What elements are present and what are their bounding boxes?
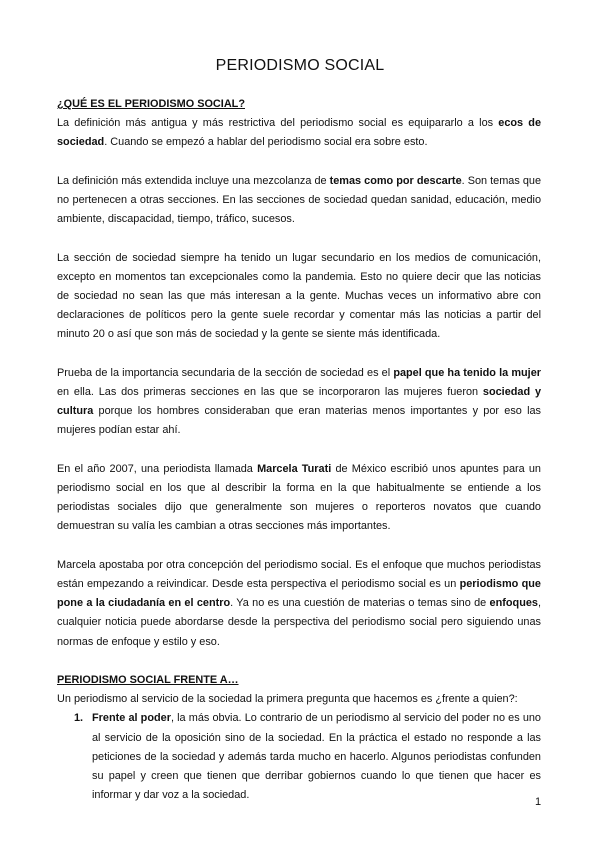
- paragraph-marcela-turati: En el año 2007, una periodista llamada Marcela Turati de México escribió unos apuntes para un periodismo social en los que al describir la forma en la que habitualmente se entiende a los periodistas sociales dijo que generalmente son mujeres o reporteros novatos que cuando demuestran su valía les cambian a otras secciones más importantes.: [57, 462, 541, 533]
- list-item: 1. Frente al poder, la más obvia. Lo contrario de un periodismo al servicio del poder no es uno al servicio de la oposición sino de la sociedad. En la práctica el estado no responde a las peticiones de la sociedad y además tarda mucho en hacerlo. Algunos periodistas confunden su papel y creen que tienen que derribar gobiernos cuando lo que tienen que hacer es informar y dar voz a la sociedad.: [57, 709, 541, 805]
- section-heading-frente-a: PERIODISMO SOCIAL FRENTE A…: [57, 674, 239, 686]
- numbered-list: [57, 709, 541, 805]
- document-body: [57, 95, 541, 805]
- document-title: PERIODISMO SOCIAL: [215, 57, 385, 74]
- paragraph-concepcion-periodismo-social: Marcela apostaba por otra concepción del periodismo social. Es el enfoque que muchos periodistas están empezando a reivindicar. Desde esta perspectiva el periodismo social es un periodismo que pone a la ciudadanía en el centro. Ya no es una cuestión de materias o temas sino de enfoques, cualquier noticia puede abordarse desde la perspectiva del periodismo social pero siguiendo unas normas de enfoque y estilo y eso.: [57, 558, 541, 648]
- paragraph-temas-por-descarte: La definición más extendida incluye una mezcolanza de temas como por descarte. Son temas que no pertenecen a otras secciones. En las secciones de sociedad quedan sanidad, educación, medio ambiente, discapacidad, tiempo, tráfico, sucesos.: [57, 174, 541, 226]
- list-item-number: 1.: [74, 712, 84, 725]
- page-number: 1: [535, 796, 542, 808]
- section-heading-que-es: ¿QUÉ ES EL PERIODISMO SOCIAL?: [57, 98, 245, 110]
- paragraph-frente-a-quien: Un periodismo al servicio de la sociedad la primera pregunta que hacemos es ¿frente a quien?:: [57, 693, 518, 706]
- paragraph-lugar-secundario: La sección de sociedad siempre ha tenido un lugar secundario en los medios de comunicación, excepto en momentos tan excepcionales como la pandemia. Esto no quiere decir que las noticias de sociedad no sean las que más interesan a la gente. Muchas veces un informativo abre con declaraciones de políticos pero la gente suele recordar y comentar más las noticias a partir del minuto 20 o así que son más de sociedad y la gente se siente más identificada.: [57, 251, 541, 341]
- paragraph-papel-mujer: Prueba de la importancia secundaria de la sección de sociedad es el papel que ha tenido la mujer en ella. Las dos primeras secciones en las que se incorporaron las mujeres fueron sociedad y cultura porque los hombres consideraban que eran materias menos importantes y por eso las mujeres podían estar ahí.: [57, 366, 541, 437]
- paragraph-ecos-de-sociedad: La definición más antigua y más restrictiva del periodismo social es equipararlo a los ecos de sociedad. Cuando se empezó a hablar del periodismo social era sobre esto.: [57, 117, 541, 149]
